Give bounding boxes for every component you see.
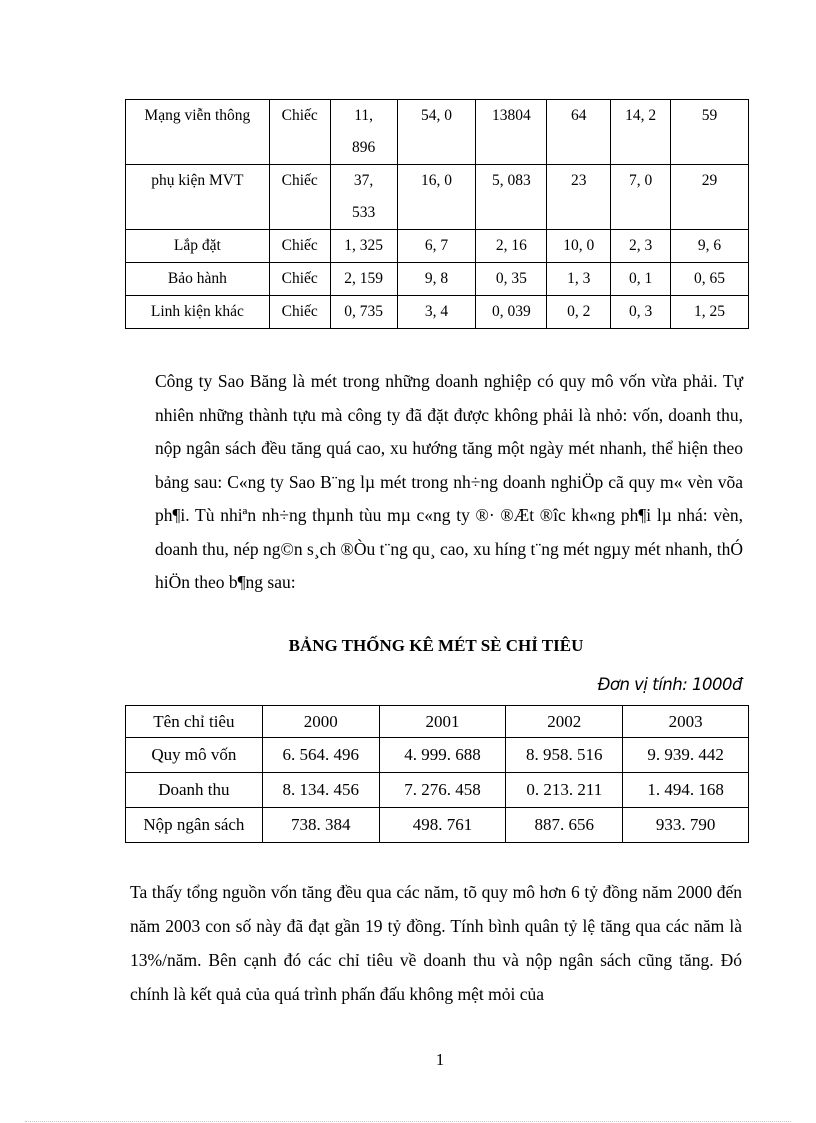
table-row: [126, 165, 749, 230]
row-cell: 11, 896: [330, 100, 397, 165]
column-header: 2001: [379, 706, 506, 738]
row-name: Bảo hành: [126, 263, 270, 296]
row-cell: 1, 325: [330, 230, 397, 263]
table-row: [126, 263, 749, 296]
row-cell: 1, 25: [671, 296, 749, 329]
table-row: [126, 230, 749, 263]
table-unit-note: Đơn vị tính: 1000đ: [597, 675, 742, 694]
row-value: 738. 384: [262, 808, 379, 843]
row-unit: Chiếc: [269, 230, 330, 263]
row-cell: 37, 533: [330, 165, 397, 230]
row-cell: 23: [547, 165, 611, 230]
row-unit: Chiếc: [269, 263, 330, 296]
table-row: [126, 773, 749, 808]
row-label: Quy mô vốn: [126, 738, 263, 773]
row-cell: 64: [547, 100, 611, 165]
row-cell: 0, 65: [671, 263, 749, 296]
row-cell: 1, 3: [547, 263, 611, 296]
row-unit: Chiếc: [269, 165, 330, 230]
indicators-table: [125, 705, 749, 843]
row-cell: 9, 6: [671, 230, 749, 263]
row-label: Doanh thu: [126, 773, 263, 808]
row-cell: 14, 2: [611, 100, 671, 165]
row-cell: 59: [671, 100, 749, 165]
row-cell: 0, 2: [547, 296, 611, 329]
row-cell: 10, 0: [547, 230, 611, 263]
row-value: 887. 656: [506, 808, 623, 843]
row-cell: 2, 159: [330, 263, 397, 296]
row-name: Mạng viễn thông: [126, 100, 270, 165]
row-cell: 3, 4: [397, 296, 476, 329]
row-value: 6. 564. 496: [262, 738, 379, 773]
column-header: Tên chỉ tiêu: [126, 706, 263, 738]
row-name: Lắp đặt: [126, 230, 270, 263]
row-cell: 0, 35: [476, 263, 547, 296]
row-value: 1. 494. 168: [623, 773, 749, 808]
row-cell: 2, 3: [611, 230, 671, 263]
row-value: 933. 790: [623, 808, 749, 843]
row-cell: 54, 0: [397, 100, 476, 165]
row-label: Nộp ngân sách: [126, 808, 263, 843]
row-cell: 16, 0: [397, 165, 476, 230]
row-value: 8. 958. 516: [506, 738, 623, 773]
table-row: [126, 296, 749, 329]
row-value: 0. 213. 211: [506, 773, 623, 808]
row-unit: Chiếc: [269, 100, 330, 165]
row-cell: 0, 3: [611, 296, 671, 329]
row-cell: 29: [671, 165, 749, 230]
page-number: 1: [435, 1050, 445, 1069]
row-value: 4. 999. 688: [379, 738, 506, 773]
row-value: 7. 276. 458: [379, 773, 506, 808]
row-value: 8. 134. 456: [262, 773, 379, 808]
column-header: 2000: [262, 706, 379, 738]
paragraph-analysis: Ta thấy tổng nguồn vốn tăng đều qua các năm, tõ quy mô hơn 6 tỷ đồng năm 2000 đến năm 2003 con số này đã đạt gần 19 tỷ đồng. Tính bình quân tỷ lệ tăng qua các năm là 13%/năm. Bên cạnh đó các chỉ tiêu về doanh thu và nộp ngân sách cũng tăng. Đó chính là kết quả của quá trình phấn đấu không mệt mỏi của: [130, 882, 742, 1004]
row-cell: 5, 083: [476, 165, 547, 230]
row-value: 498. 761: [379, 808, 506, 843]
table-header-row: [126, 706, 749, 738]
page-bottom-divider: [25, 1121, 791, 1122]
row-cell: 0, 1: [611, 263, 671, 296]
row-value: 9. 939. 442: [623, 738, 749, 773]
table-row: [126, 100, 749, 165]
product-stats-table: [125, 99, 749, 329]
row-name: phụ kiện MVT: [126, 165, 270, 230]
row-unit: Chiếc: [269, 296, 330, 329]
row-name: Linh kiện khác: [126, 296, 270, 329]
table-row: [126, 808, 749, 843]
column-header: 2002: [506, 706, 623, 738]
row-cell: 0, 039: [476, 296, 547, 329]
row-cell: 0, 735: [330, 296, 397, 329]
table-title: BẢNG THỐNG KÊ MÉT SÈ CHỈ TIÊU: [288, 636, 584, 655]
column-header: 2003: [623, 706, 749, 738]
table-row: [126, 738, 749, 773]
row-cell: 2, 16: [476, 230, 547, 263]
row-cell: 6, 7: [397, 230, 476, 263]
row-cell: 13804: [476, 100, 547, 165]
row-cell: 7, 0: [611, 165, 671, 230]
row-cell: 9, 8: [397, 263, 476, 296]
paragraph-intro: Công ty Sao Băng là mét trong những doanh nghiệp có quy mô vốn vừa phải. Tự nhiên những thành tựu mà công ty đã đặt được không phải là nhỏ: vốn, doanh thu, nộp ngân sách đều tăng quá cao, xu hướng tăng một ngày mét nhanh, thể hiện theo bảng sau: C«ng ty Sao B¨ng lµ mét trong nh÷ng doanh nghiÖp cã quy m« vèn võa ph¶i. Tù nhiªn nh÷ng thµnh tùu mµ c«ng ty ®· ®Æt ®îc kh«ng ph¶i lµ nhá: vèn, doanh thu, nép ng©n s¸ch ®Òu t¨ng qu¸ cao, xu híng t¨ng mét ngµy mét nhanh, thÓ hiÖn theo b¶ng sau:: [155, 371, 743, 592]
